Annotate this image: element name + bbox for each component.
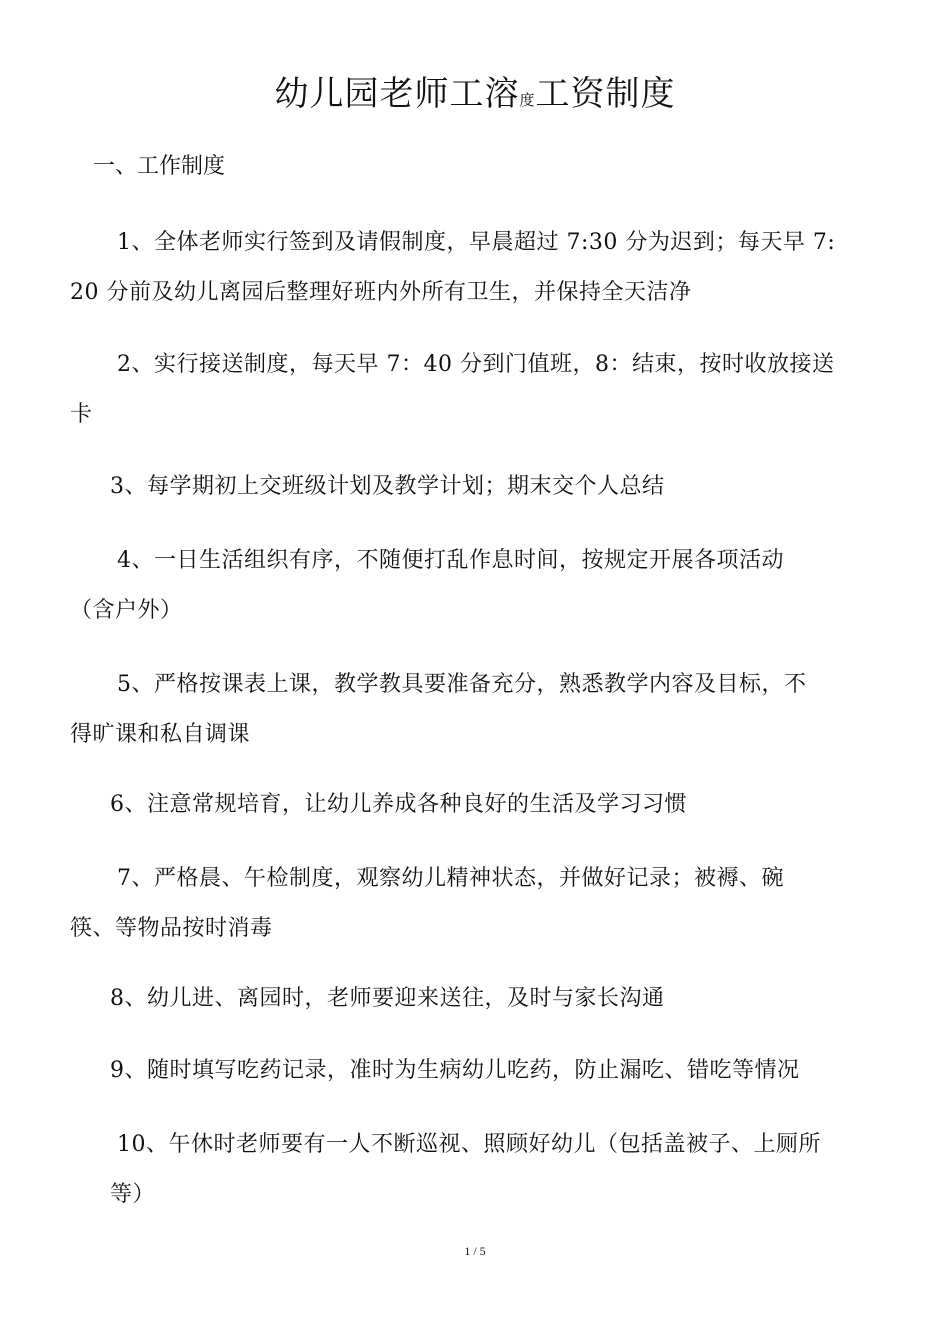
- rule-item-4: [70, 536, 885, 636]
- rule-item-2: [70, 340, 885, 440]
- rule-item-7: [70, 854, 885, 954]
- rule-item-1-line-1: 1、全体老师实行签到及请假制度，早晨超过 7:30 分为迟到；每天早 7:: [117, 230, 836, 255]
- rule-item-6-line-1: 6、注意常规培育，让幼儿养成各种良好的生活及学习习惯: [110, 792, 687, 817]
- rule-item-1: [70, 218, 885, 318]
- rule-item-4-line-2: （含户外）: [70, 598, 183, 623]
- rule-item-10-line-2: 等）: [110, 1182, 156, 1207]
- rule-item-9-line-1: 9、随时填写吃药记录，准时为生病幼儿吃药，防止漏吃、错吃等情况: [110, 1058, 800, 1083]
- page-number: 1 / 5: [464, 1244, 486, 1258]
- document-title: [0, 70, 950, 124]
- rule-item-4-line-1: 4、一日生活组织有序，不随便打乱作息时间，按规定开展各项活动: [117, 548, 784, 573]
- section-heading: 一、工作制度: [93, 154, 226, 179]
- rule-item-5-line-1: 5、严格按课表上课，教学教具要准备充分，熟悉教学内容及目标，不: [117, 672, 807, 697]
- rule-item-6: [70, 780, 885, 830]
- rule-item-10-line-1: 10、午休时老师要有一人不断巡视、照顾好幼儿（包括盖被子、上厕所: [117, 1132, 821, 1157]
- rule-item-7-line-2: 筷、等物品按时消毒: [70, 916, 273, 941]
- rule-item-5-line-2: 得旷课和私自调课: [70, 722, 251, 747]
- rule-item-9: [70, 1046, 885, 1096]
- rule-item-1-line-2: 20 分前及幼儿离园后整理好班内外所有卫生，并保持全天洁净: [70, 280, 692, 305]
- rule-item-7-line-1: 7、严格晨、午检制度，观察幼儿精神状态，并做好记录；被褥、碗: [117, 866, 784, 891]
- rule-item-5: [70, 660, 885, 760]
- rule-item-10: [70, 1120, 885, 1220]
- rule-item-3: [70, 462, 885, 512]
- rule-item-8: [70, 974, 885, 1024]
- rule-item-2-line-2: 卡: [70, 402, 93, 427]
- rule-item-3-line-1: 3、每学期初上交班级计划及教学计划；期末交个人总结: [110, 474, 665, 499]
- rule-item-2-line-1: 2、实行接送制度，每天早 7：40 分到门值班，8：结束，按时收放接送: [117, 352, 835, 377]
- rule-item-8-line-1: 8、幼儿进、离园时，老师要迎来送往，及时与家长沟通: [110, 986, 665, 1011]
- title-main-part-2: 工资制度: [535, 74, 676, 114]
- title-main-part-1: 幼儿园老师工溶: [274, 74, 520, 114]
- title-small-char: 度: [519, 91, 536, 109]
